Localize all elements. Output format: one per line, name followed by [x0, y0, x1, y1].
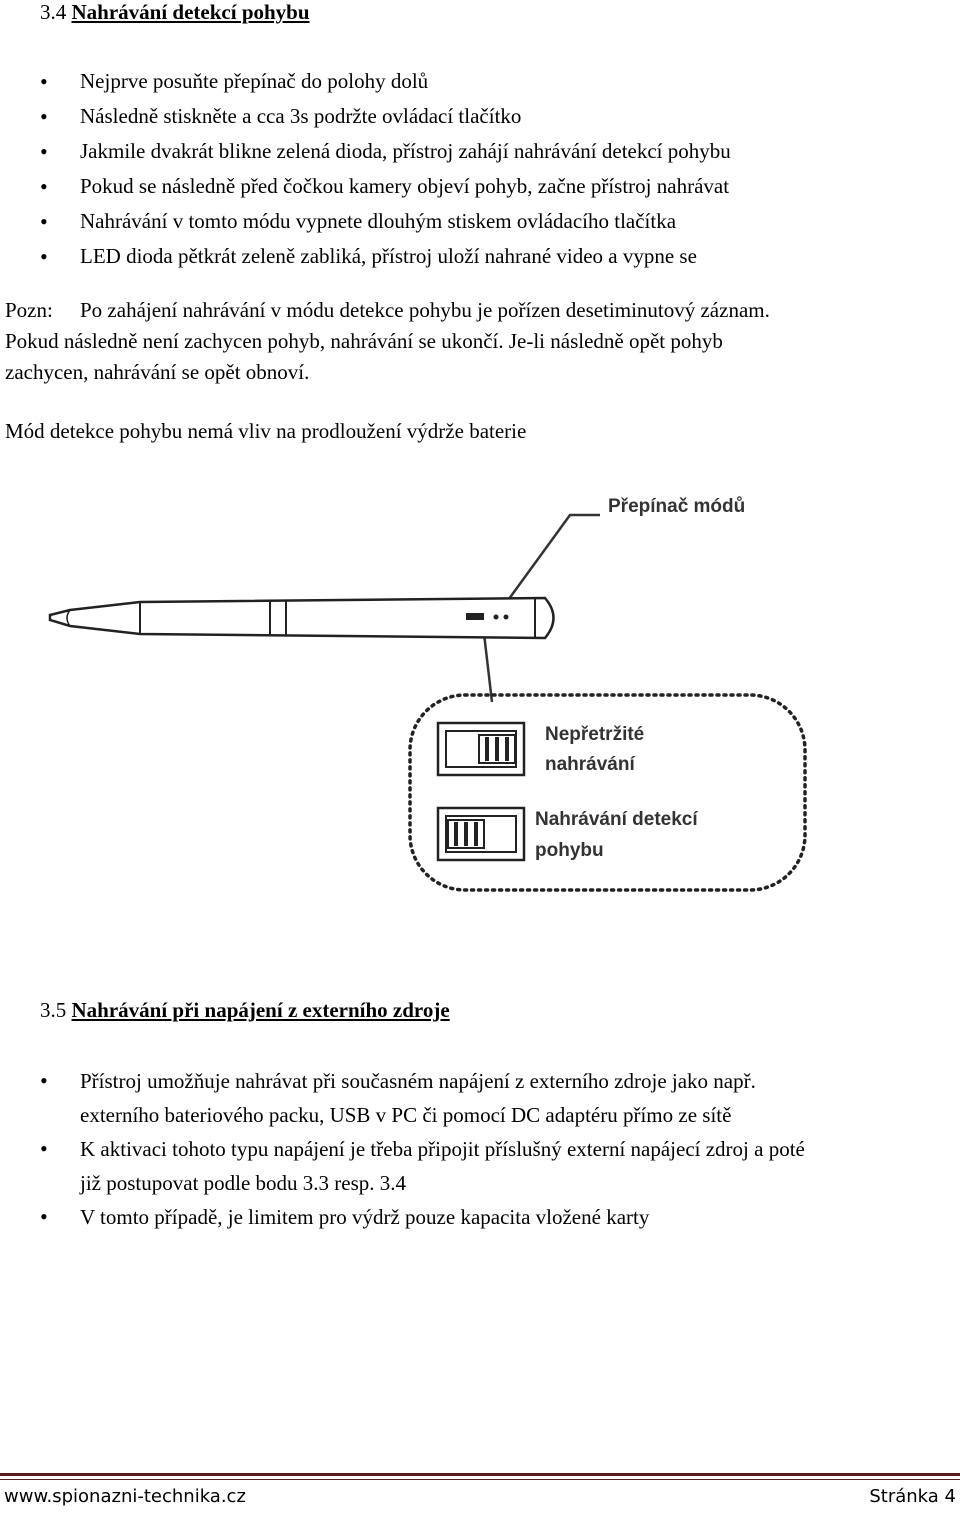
- list-item: • Následně stiskněte a cca 3s podržte ovládací tlačítko: [0, 99, 955, 134]
- footer-rule-thin: [0, 1479, 960, 1480]
- list-item: • Jakmile dvakrát blikne zelená dioda, přístroj zahájí nahrávání detekcí pohybu: [0, 134, 955, 169]
- list-item-line-2: již postupovat podle bodu 3.3 resp. 3.4: [80, 1171, 407, 1195]
- list-item: [0, 1064, 955, 1132]
- battery-note: Mód detekce pohybu nemá vliv na prodloužení výdrže baterie: [5, 419, 527, 443]
- led-dot: [494, 615, 499, 620]
- section-title: Nahrávání při napájení z externího zdroje: [71, 998, 450, 1022]
- note-line-1: Po zahájení nahrávání v módu detekce pohybu je pořízen desetiminutový záznam.: [80, 298, 770, 322]
- section-number: 3.4: [40, 0, 67, 24]
- continuous-label-line-1: Nepřetržité: [545, 724, 645, 745]
- continuous-switch-icon: [438, 723, 524, 775]
- list-item: • Nahrávání v tomto módu vypnete dlouhým stiskem ovládacího tlačítka: [0, 204, 955, 239]
- section-number: 3.5: [40, 998, 67, 1022]
- section-3-5-bullet-list: [0, 1064, 955, 1234]
- note-label: Pozn:: [5, 298, 53, 322]
- mode-switch-label: Přepínač módů: [608, 496, 746, 517]
- motion-switch-icon: [438, 808, 524, 860]
- list-item-line-2: externího bateriového packu, USB v PC či pomocí DC adaptéru přímo ze sítě: [80, 1103, 732, 1127]
- list-item-line-1: • V tomto případě, je limitem pro výdrž pouze kapacita vložené karty: [80, 1205, 650, 1229]
- mode-switch-slider: [466, 613, 484, 620]
- section-3-4-bullet-list: [0, 64, 955, 274]
- list-item: • Nejprve posuňte přepínač do polohy dolů: [0, 64, 955, 99]
- section-title: Nahrávání detekcí pohybu: [71, 0, 310, 24]
- note-paragraph: [5, 295, 935, 388]
- section-heading-3-4: [40, 0, 310, 25]
- list-item-line-1: • Přístroj umožňuje nahrávat při současném napájení z externího zdroje jako např.: [80, 1069, 756, 1093]
- continuous-label-line-2: nahrávání: [545, 754, 635, 775]
- note-line-2: Pokud následně není zachycen pohyb, nahrávání se ukončí. Je-li následně opět pohyb: [5, 329, 723, 353]
- note-line-3: zachycen, nahrávání se opět obnoví.: [5, 360, 310, 384]
- pen-camera-diagram: [0, 470, 960, 940]
- list-item: [0, 1200, 955, 1234]
- list-item: • LED dioda pětkrát zeleně zabliká, přístroj uloží nahrané video a vypne se: [0, 239, 955, 274]
- footer-page-number: Stránka 4: [869, 1486, 956, 1507]
- list-item-line-1: • K aktivaci tohoto typu napájení je třeba připojit příslušný externí napájecí zdroj a poté: [80, 1137, 805, 1161]
- motion-label-line-1: Nahrávání detekcí: [535, 809, 698, 830]
- footer-website: www.spionazni-technika.cz: [4, 1486, 246, 1507]
- footer-rule-thick: [0, 1473, 960, 1476]
- motion-label-line-2: pohybu: [535, 840, 604, 861]
- list-item: [0, 1132, 955, 1200]
- section-heading-3-5: [40, 998, 450, 1023]
- pen-body: [50, 598, 554, 638]
- led-dot: [504, 615, 509, 620]
- list-item: • Pokud se následně před čočkou kamery objeví pohyb, začne přístroj nahrávat: [0, 169, 955, 204]
